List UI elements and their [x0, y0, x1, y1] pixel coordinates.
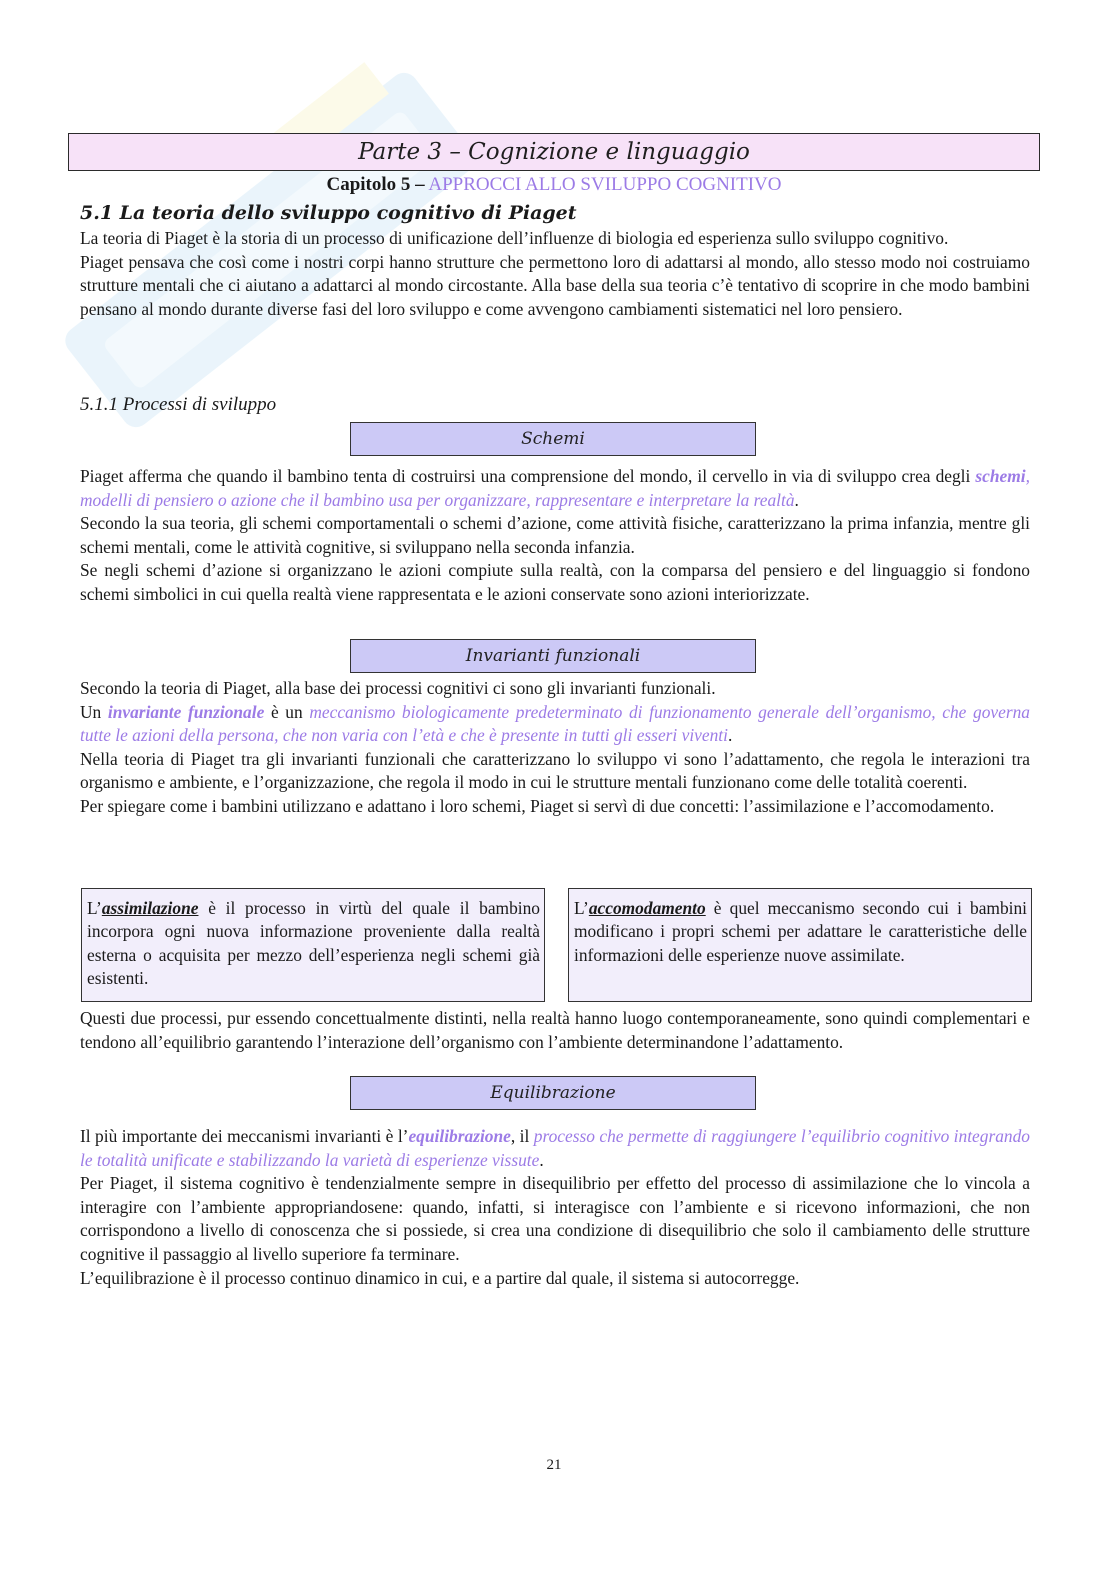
text-run: . — [794, 489, 799, 510]
text-run: , il — [510, 1126, 534, 1146]
paragraph: Nella teoria di Piaget tra gli invarianti funzionali che caratterizzano lo sviluppo vi sono l’adattamento, che regola le interazioni tra organismo e ambiente, e l’organizzazione, che regola il modo in cui le strutture mentali funzionano come delle totalità coerenti. — [80, 748, 1030, 793]
paragraph: Piaget pensava che così come i nostri corpi hanno strutture che permettono loro di adattarsi al mondo, allo stesso modo noi costruiamo strutture mentali che ci aiutano a adattarci al mondo circostante. Alla base della sua teoria c’è tentativo di scoprire in che modo bambini pensano al mondo durante diverse fasi del loro sviluppo e come avvengono cambiamenti sistematici nel loro pensiero. — [80, 251, 1030, 319]
term-assimilazione: assimilazione — [101, 898, 199, 918]
equilibrazione-text — [80, 1125, 1030, 1290]
text-run: . — [727, 725, 733, 746]
text-run: è un — [264, 701, 310, 722]
paragraph — [80, 701, 1030, 748]
text-run: Piaget afferma che quando il bambino tenta di costruirsi una comprensione del mondo, il cervello in via di sviluppo crea degli — [80, 466, 976, 486]
schemi-label-box: Schemi — [350, 422, 756, 456]
schemi-text — [80, 465, 1030, 607]
invarianti-label-box: Invarianti funzionali — [350, 639, 756, 673]
section-heading: 5.1 La teoria dello sviluppo cognitivo di Piaget — [80, 202, 577, 224]
text-run: , — [1025, 466, 1030, 486]
text-run: è il processo in virtù del quale il bambino incorpora ogni nuova informazione proveniente dalla realtà esterna o acquisita per mezzo dell’esperienza negli schemi già esistenti. — [87, 898, 540, 989]
definition-schemi: modelli di pensiero o azione che il bambino usa per organizzare, rappresentare e interpretare la realtà — [80, 489, 795, 510]
paragraph: Per Piaget, il sistema cognitivo è tendenzialmente sempre in disequilibrio per effetto del processo di assimilazione che lo vincola a interagire con l’ambiente appropriandosene: quando, infatti, si interagisce con l’ambiente e si ricevono informazioni, che non corrispondono a livello di conoscenza che si possiede, si crea una condizione di disequilibrio che solo il cambiamento delle strutture cognitive il passaggio al livello superiore fa terminare. — [80, 1173, 1030, 1264]
paragraph: Secondo la teoria di Piaget, alla base dei processi cognitivi ci sono gli invarianti funzionali. — [80, 678, 716, 698]
text-run: Un — [80, 701, 108, 722]
text-run: L’ — [87, 898, 102, 918]
paragraph: Questi due processi, pur essendo concettualmente distinti, nella realtà hanno luogo contemporaneamente, sono quindi complementari e tendono all’equilibrio garantendo l’interazione dell’organismo con l’ambiente determinandone l’adattamento. — [80, 1008, 1030, 1052]
term-schemi: schemi — [975, 466, 1026, 486]
text-run: . — [539, 1149, 544, 1170]
paragraph: La teoria di Piaget è la storia di un processo di unificazione dell’influenze di biologia ed esperienza sullo sviluppo cognitivo. — [80, 228, 949, 248]
invarianti-text — [80, 677, 1030, 819]
term-invariante-funzionale: invariante funzionale — [107, 701, 265, 722]
chapter-title: APPROCCI ALLO SVILUPPO COGNITIVO — [428, 174, 782, 195]
part-title-banner: Parte 3 – Cognizione e linguaggio — [68, 133, 1040, 171]
text-run: L’ — [574, 898, 589, 918]
paragraph — [80, 1125, 1030, 1172]
assimilazione-definition-box — [81, 888, 545, 1002]
chapter-heading — [0, 174, 1108, 196]
text-run: è quel meccanismo secondo cui i bambini modificano i propri schemi per adattare le caratteristiche delle informazioni delle esperienze nuove assimilate. — [574, 898, 1027, 965]
definition-invariante: meccanismo biologicamente predeterminato di funzionamento generale dell’organismo, che governa tutte le azioni della persona, che non varia con l’età e che è presente in tutti gli esseri viventi — [80, 701, 1030, 746]
accomodamento-definition-box — [568, 888, 1032, 1002]
processi-text — [80, 1007, 1030, 1054]
definition-equilibrazione: processo che permette di raggiungere l’equilibrio cognitivo integrando le totalità unificate e stabilizzando la varietà di esperienze vissute — [80, 1126, 1031, 1170]
paragraph: Se negli schemi d’azione si organizzano le azioni compiute sulla realtà, con la comparsa del pensiero e del linguaggio si fondono schemi simbolici in cui quella realtà viene rappresentata e le azioni conservate sono azioni interiorizzate. — [80, 560, 1030, 604]
paragraph: Per spiegare come i bambini utilizzano e adattano i loro schemi, Piaget si servì di due concetti: l’assimilazione e l’accomodamento. — [80, 795, 995, 816]
paragraph: L’equilibrazione è il processo continuo dinamico in cui, e a partire dal quale, il sistema si autocorregge. — [80, 1267, 800, 1288]
paragraph — [80, 465, 1030, 512]
equilibrazione-label-box: Equilibrazione — [350, 1076, 756, 1110]
intro-text — [80, 227, 1030, 321]
term-equilibrazione: equilibrazione — [408, 1126, 511, 1146]
term-accomodamento: accomodamento — [588, 898, 706, 918]
paragraph: Secondo la sua teoria, gli schemi comportamentali o schemi d’azione, come attività fisiche, caratterizzano la prima infanzia, mentre gli schemi mentali, come le attività cognitive, si sviluppano nella seconda infanzia. — [80, 513, 1030, 557]
page-number: 21 — [546, 1457, 562, 1473]
subsection-heading: 5.1.1 Processi di sviluppo — [80, 394, 277, 415]
chapter-label: Capitolo 5 – — [326, 174, 425, 195]
text-run: Il più importante dei meccanismi invarianti è l’ — [80, 1126, 409, 1146]
